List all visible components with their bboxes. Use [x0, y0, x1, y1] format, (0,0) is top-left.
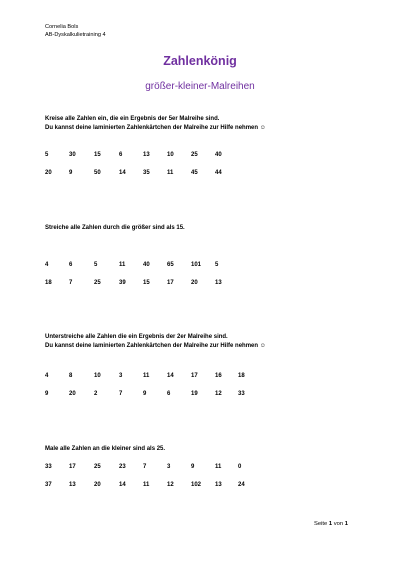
number-cell: 33 [238, 391, 245, 397]
number-cell: 10 [167, 152, 174, 158]
number-cell: 50 [94, 170, 101, 176]
task-2-instruction [45, 224, 185, 233]
number-cell: 11 [143, 373, 150, 379]
page-word: Seite [314, 521, 328, 527]
number-cell: 35 [143, 170, 150, 176]
number-cell: 9 [45, 391, 49, 397]
number-cell: 12 [215, 391, 222, 397]
number-cell: 14 [167, 373, 174, 379]
number-cell: 39 [119, 280, 126, 286]
author-name: Cornelia Bols [45, 24, 79, 30]
instruction-line: Male alle Zahlen an die kleiner sind als 25. [45, 446, 166, 452]
number-cell: 7 [69, 280, 73, 286]
number-cell: 8 [69, 373, 73, 379]
document-subtitle: AB-Dyskalkulietraining 4 [45, 32, 106, 38]
number-cell: 13 [69, 482, 76, 488]
number-cell: 9 [143, 391, 147, 397]
number-cell: 18 [238, 373, 245, 379]
page-number [314, 521, 348, 527]
number-cell: 101 [191, 262, 202, 268]
number-cell: 9 [191, 464, 195, 470]
number-cell: 25 [94, 280, 101, 286]
number-cell: 17 [167, 280, 174, 286]
number-cell: 6 [167, 391, 171, 397]
number-cell: 65 [167, 262, 174, 268]
instruction-line: Unterstreiche alle Zahlen die ein Ergebnis der 2er Malreihe sind. [45, 334, 228, 340]
instruction-line: Du kannst deine laminierten Zahlenkärtchen der Malreihe zur Hilfe nehmen ☺ [45, 125, 266, 131]
task-3-instruction [45, 333, 266, 351]
number-cell: 37 [45, 482, 52, 488]
number-cell: 15 [94, 152, 101, 158]
number-cell: 14 [119, 170, 126, 176]
number-cell: 44 [215, 170, 222, 176]
number-cell: 9 [69, 170, 73, 176]
number-cell: 24 [238, 482, 245, 488]
number-cell: 30 [69, 152, 76, 158]
number-cell: 25 [94, 464, 101, 470]
number-cell: 17 [69, 464, 76, 470]
number-cell: 5 [45, 152, 49, 158]
task-1-instruction [45, 115, 266, 133]
page-current: 1 [328, 521, 333, 527]
number-cell: 13 [215, 280, 222, 286]
number-cell: 5 [94, 262, 98, 268]
number-cell: 13 [215, 482, 222, 488]
task-4-instruction [45, 445, 165, 454]
page-of: von [333, 521, 344, 527]
number-cell: 15 [143, 280, 150, 286]
number-cell: 19 [191, 391, 198, 397]
number-cell: 33 [45, 464, 52, 470]
number-cell: 11 [119, 262, 126, 268]
number-cell: 23 [119, 464, 126, 470]
number-cell: 13 [143, 152, 150, 158]
number-cell: 5 [215, 262, 219, 268]
number-cell: 16 [215, 373, 222, 379]
number-cell: 2 [94, 391, 98, 397]
number-cell: 6 [119, 152, 123, 158]
page-total: 1 [344, 521, 348, 527]
number-cell: 40 [143, 262, 150, 268]
page-subtitle: größer-kleiner-Malreihen [145, 81, 255, 92]
number-cell: 3 [167, 464, 171, 470]
number-cell: 7 [119, 391, 123, 397]
instruction-line: Du kannst deine laminierten Zahlenkärtchen der Malreihe zur Hilfe nehmen ☺ [45, 343, 266, 349]
number-cell: 102 [191, 482, 202, 488]
instruction-line: Kreise alle Zahlen ein, die ein Ergebnis der 5er Malreihe sind. [45, 116, 220, 122]
number-cell: 20 [191, 280, 198, 286]
number-cell: 11 [215, 464, 222, 470]
number-cell: 6 [69, 262, 73, 268]
number-cell: 14 [119, 482, 126, 488]
number-cell: 45 [191, 170, 198, 176]
page-title: Zahlenkönig [163, 54, 237, 68]
number-cell: 17 [191, 373, 198, 379]
number-cell: 11 [143, 482, 150, 488]
number-cell: 10 [94, 373, 101, 379]
number-cell: 25 [191, 152, 198, 158]
number-cell: 4 [45, 373, 49, 379]
number-cell: 4 [45, 262, 49, 268]
number-cell: 0 [238, 464, 242, 470]
number-cell: 3 [119, 373, 123, 379]
number-cell: 20 [94, 482, 101, 488]
number-cell: 40 [215, 152, 222, 158]
number-cell: 12 [167, 482, 174, 488]
number-cell: 18 [45, 280, 52, 286]
number-cell: 11 [167, 170, 174, 176]
instruction-line: Streiche alle Zahlen durch die größer sind als 15. [45, 225, 185, 231]
number-cell: 20 [45, 170, 52, 176]
number-cell: 7 [143, 464, 147, 470]
number-cell: 20 [69, 391, 76, 397]
